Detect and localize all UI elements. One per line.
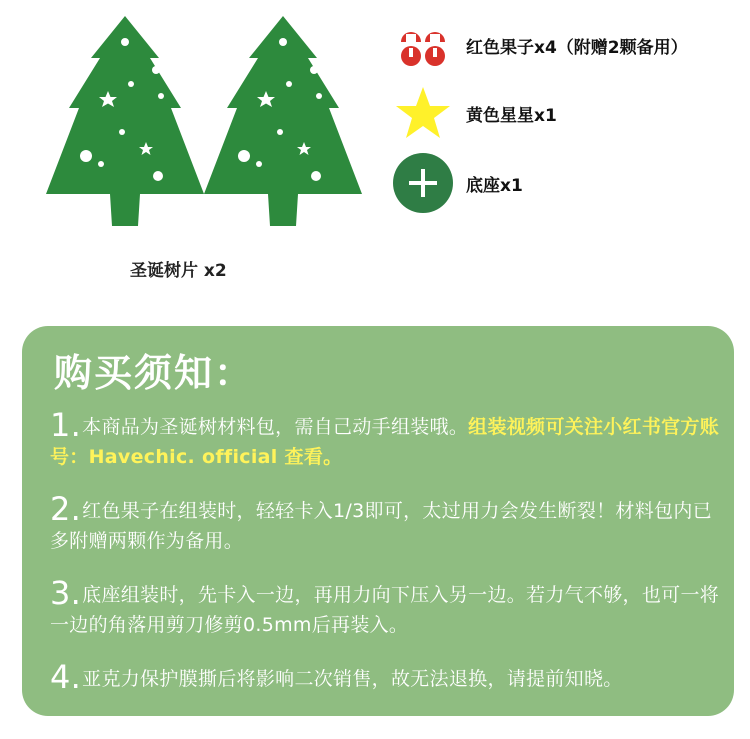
notice-item-1 (50, 406, 725, 472)
star-icon (392, 82, 454, 144)
notice-title: 购买须知： (54, 351, 255, 395)
base-label: 底座x1 (466, 175, 523, 196)
star-row (392, 82, 557, 144)
item-number: 1. (50, 406, 82, 444)
item-text: 本商品为圣诞树材料包，需自己动手组装哦。 (82, 416, 469, 438)
notice-item-4 (50, 658, 725, 696)
item-text: 底座组装时，先卡入一边，再用力向下压入另一边。若力气不够，也可一将一边的角落用剪刀修剪0.5mm后再装入。 (50, 584, 720, 636)
item-text: 红色果子在组装时，轻轻卡入1/3即可，太过用力会发生断裂！材料包内已多附赠两颗作为备用。 (50, 500, 712, 552)
purchase-notice-panel (22, 326, 734, 716)
christmas-tree-icon (46, 16, 204, 226)
berries-label: 红色果子x4（附赠2颗备用） (466, 37, 688, 58)
base-icon (392, 152, 454, 214)
item-highlight: 组装视频可关注小红书官方账号：Havechic. official 查看。 (50, 416, 720, 468)
christmas-tree-piece-2 (204, 16, 362, 226)
trees-caption: 圣诞树片 x2 (130, 261, 227, 281)
star-label: 黄色星星x1 (466, 105, 557, 126)
item-number: 4. (50, 658, 82, 696)
base-row (392, 152, 523, 214)
item-number: 3. (50, 574, 82, 612)
item-text: 亚克力保护膜撕后将影响二次销售，故无法退换，请提前知晓。 (82, 668, 623, 690)
christmas-tree-icon (204, 16, 362, 226)
berry-icon (392, 14, 454, 76)
christmas-tree-piece-1 (46, 16, 204, 226)
item-number: 2. (50, 490, 82, 528)
notice-item-2 (50, 490, 725, 556)
berries-row (392, 14, 688, 76)
notice-item-3 (50, 574, 725, 640)
